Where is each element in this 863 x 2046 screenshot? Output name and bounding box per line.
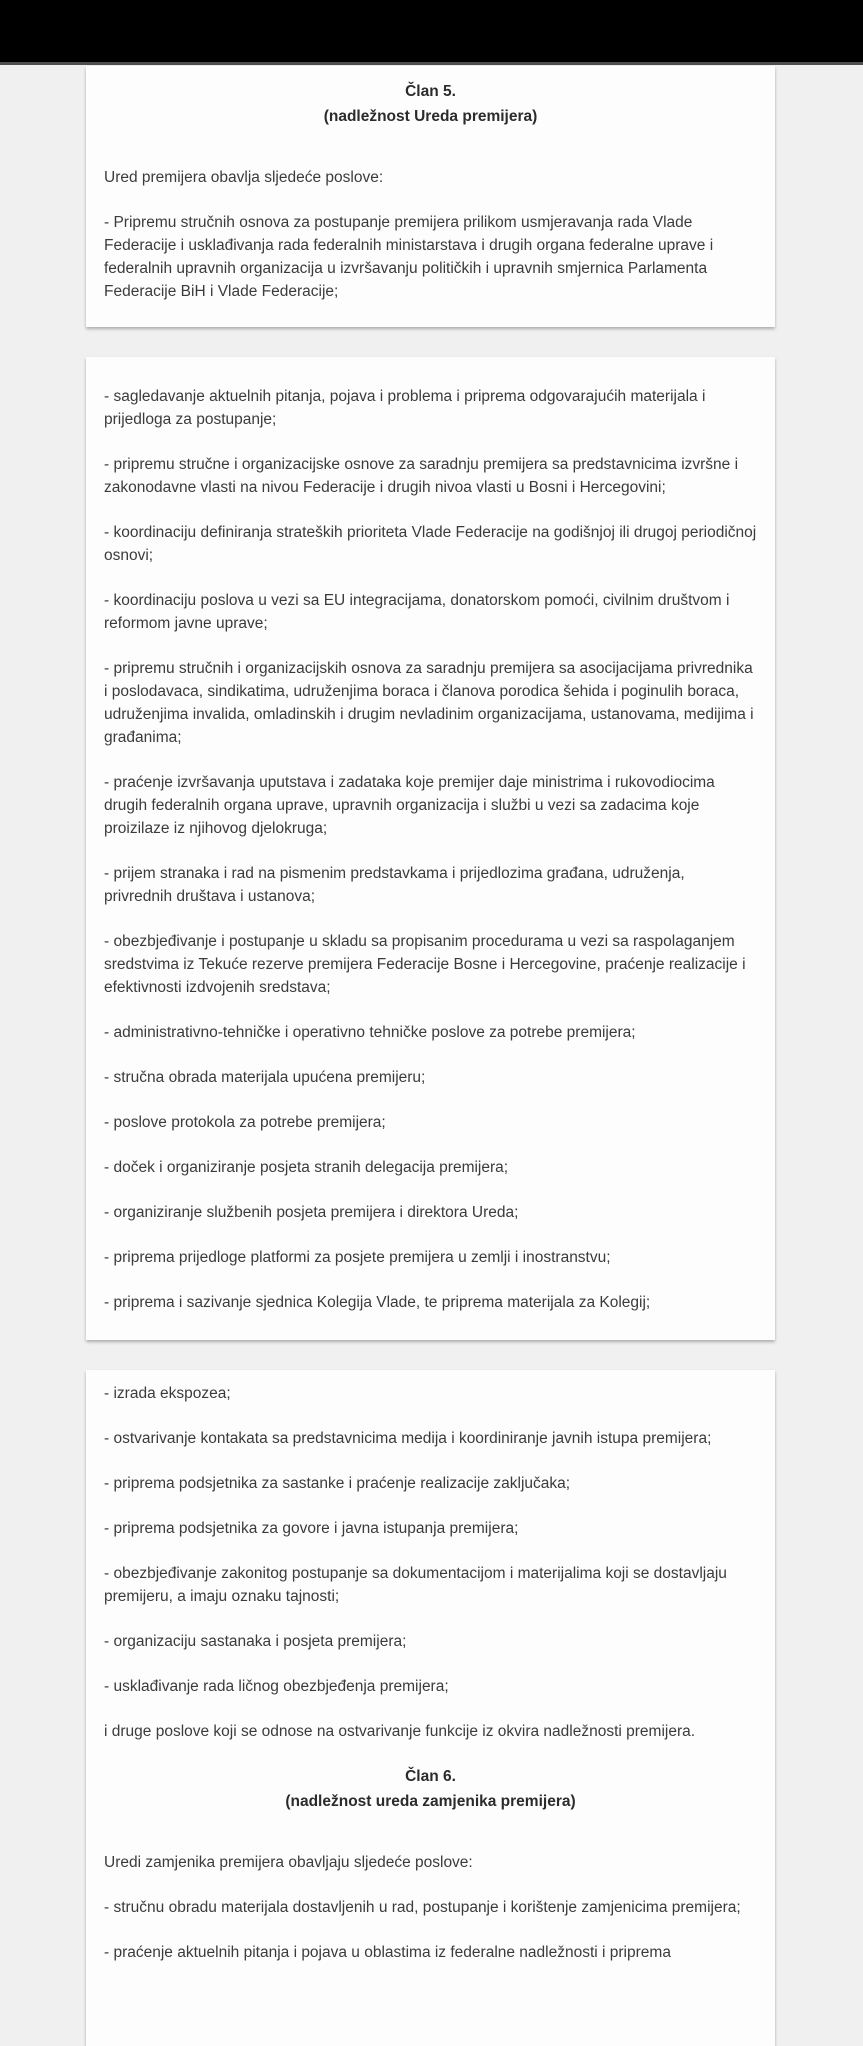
document-page-3: [86, 1370, 775, 2046]
document-page-1: [86, 66, 775, 327]
paragraph: - usklađivanje rada ličnog obezbjeđenja premijera;: [104, 1678, 449, 1695]
document-viewport[interactable]: [0, 65, 863, 2046]
paragraph: - prijem stranaka i rad na pismenim predstavkama i prijedlozima građana, udruženja, privrednih društava i ustanova;: [104, 865, 685, 905]
paragraph: - koordinaciju poslova u vezi sa EU integracijama, donatorskom pomoći, civilnim društvom i reformom javne uprave;: [104, 592, 730, 632]
paragraph: - priprema prijedloge platformi za posjete premijera u zemlji i inostranstvu;: [104, 1249, 611, 1266]
paragraph: i druge poslove koji se odnose na ostvarivanje funkcije iz okvira nadležnosti premijera.: [104, 1723, 696, 1740]
paragraph: - priprema i sazivanje sjednica Kolegija Vlade, te priprema materijala za Kolegij;: [104, 1294, 651, 1311]
paragraph: - stručna obrada materijala upućena premijeru;: [104, 1069, 426, 1086]
article-heading: Član 5.: [405, 83, 456, 100]
paragraph: - praćenje izvršavanja uputstava i zadataka koje premijer daje ministrima i rukovodiocima drugih federalnih organa uprave, upravnih organizacija i službi u vezi sa zadacima koje proizilaze iz njihovog djelokruga;: [104, 774, 715, 837]
paragraph: - sagledavanje aktuelnih pitanja, pojava i problema i priprema odgovarajućih materijala i prijedloga za postupanje;: [104, 388, 706, 428]
paragraph: Ured premijera obavlja sljedeće poslove:: [104, 169, 384, 186]
paragraph: - obezbjeđivanje zakonitog postupanje sa dokumentacijom i materijalima koji se dostavljaju premijeru, a imaju oznaku tajnosti;: [104, 1565, 727, 1605]
paragraph: - priprema podsjetnika za govore i javna istupanja premijera;: [104, 1520, 519, 1537]
paragraph: - priprema podsjetnika za sastanke i praćenje realizacije zaključaka;: [104, 1475, 571, 1492]
paragraph: - administrativno-tehničke i operativno tehničke poslove za potrebe premijera;: [104, 1024, 636, 1041]
paragraph: - obezbjeđivanje i postupanje u skladu sa propisanim procedurama u vezi sa raspolaganjem sredstvima iz Tekuće rezerve premijera Federacije Bosne i Hercegovine, praćenje realizacije i efektivnosti izdvojenih sredstava;: [104, 933, 746, 996]
paragraph: - izrada ekspozea;: [104, 1385, 231, 1402]
paragraph: - doček i organiziranje posjeta stranih delegacija premijera;: [104, 1159, 509, 1176]
document-page-2: [86, 357, 775, 1340]
article-heading: Član 6.: [405, 1768, 456, 1785]
paragraph: - stručnu obradu materijala dostavljenih u rad, postupanje i korištenje zamjenicima premijera;: [104, 1899, 741, 1916]
paragraph: - pripremu stručne i organizacijske osnove za saradnju premijera sa predstavnicima izvršne i zakonodavne vlasti na nivou Federacije i drugih nivoa vlasti u Bosni i Hercegovini;: [104, 456, 739, 496]
paragraph: - Pripremu stručnih osnova za postupanje premijera prilikom usmjeravanja rada Vlade Federacije i usklađivanja rada federalnih ministarstava i drugih organa federalne uprave i federalnih upravnih organizacija u izvršavanju političkih i upravnih smjernica Parlamenta Federacije BiH i Vlade Federacije;: [104, 214, 714, 300]
paragraph: - praćenje aktuelnih pitanja i pojava u oblastima iz federalne nadležnosti i priprema: [104, 1944, 671, 1961]
paragraph: Uredi zamjenika premijera obavljaju sljedeće poslove:: [104, 1854, 473, 1871]
paragraph: - ostvarivanje kontakata sa predstavnicima medija i koordiniranje javnih istupa premijera;: [104, 1430, 712, 1447]
article-subheading: (nadležnost ureda zamjenika premijera): [285, 1793, 576, 1810]
top-black-bar: [0, 0, 863, 65]
paragraph: - pripremu stručnih i organizacijskih osnova za saradnju premijera sa asocijacijama privrednika i poslodavaca, sindikatima, udruženjima boraca i članova porodica šehida i poginulih boraca, udruženjima invalida, omladinskih i drugim nevladinim organizacijama, ustanovama, medijima i građanima;: [104, 660, 754, 746]
article-subheading: (nadležnost Ureda premijera): [323, 108, 538, 125]
paragraph: - organizaciju sastanaka i posjeta premijera;: [104, 1633, 407, 1650]
paragraph: - poslove protokola za potrebe premijera;: [104, 1114, 386, 1131]
paragraph: - koordinaciju definiranja strateških prioriteta Vlade Federacije na godišnjoj ili drugoj periodičnoj osnovi;: [104, 524, 757, 564]
paragraph: - organiziranje službenih posjeta premijera i direktora Ureda;: [104, 1204, 519, 1221]
